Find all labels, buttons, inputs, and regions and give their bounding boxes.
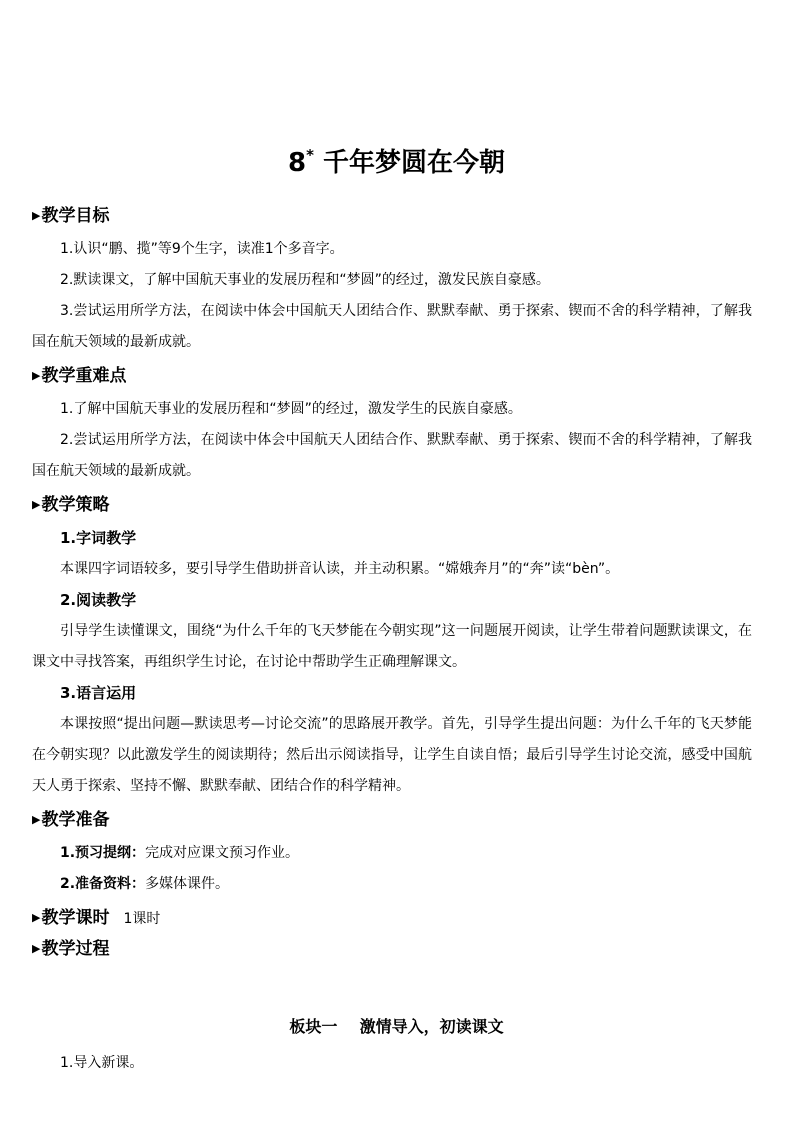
preparation-1-label: 1.预习提纲： (60, 845, 146, 861)
triangle-bullet-icon: ▶ (32, 942, 41, 955)
objective-1: 1.认识“鹏、揽”等9个生字，读准1个多音字。 (60, 241, 344, 257)
module-heading (0, 1013, 793, 1041)
preparation-2-value: 多媒体课件。 (145, 876, 230, 892)
process-step (32, 1048, 752, 1079)
strategy-text-2: 引导学生读懂课文，围绕“为什么千年的飞天梦能在今朝实现”这一问题展开阅读，让学生带着问题默读课文，在课文中寻找答案，再组织学生讨论，在讨论中帮助学生正确理解课文。 (32, 623, 752, 670)
section-heading-key-points: ▶教学重难点 (32, 366, 127, 386)
preparation-2-label: 2.准备资料： (60, 876, 146, 892)
key-point-1: 1.了解中国航天事业的发展历程和“梦圆”的经过，激发学生的民族自豪感。 (60, 401, 522, 417)
section-heading-periods: ▶教学课时 1课时 (32, 908, 161, 928)
triangle-bullet-icon: ▶ (32, 498, 41, 511)
preparation-1 (32, 838, 752, 869)
strategy-text-1: 本课四字词语较多，要引导学生借助拼音认读，并主动积累。“嫦娥奔月”的“奔”读“bèn”。 (60, 561, 620, 577)
triangle-bullet-icon: ▶ (32, 911, 41, 924)
section-heading-preparation: ▶教学准备 (32, 810, 110, 830)
strategy-sub-3: 3.语言运用 (60, 684, 137, 702)
document-body (32, 198, 752, 967)
preparation-2 (32, 869, 752, 900)
module-title: 激情导入，初读课文 (359, 1017, 504, 1036)
section-heading-strategy: ▶教学策略 (32, 495, 110, 515)
section-heading-objectives: ▶教学目标 (32, 206, 110, 226)
lesson-number: 8 (287, 148, 307, 178)
objective-3: 3.尝试运用所学方法，在阅读中体会中国航天人团结合作、默默奉献、勇于探索、锲而不舍的科学精神，了解我国在航天领域的最新成就。 (32, 303, 752, 350)
objective-2: 2.默读课文，了解中国航天事业的发展历程和“梦圆”的经过，激发民族自豪感。 (60, 272, 550, 288)
lesson-title (0, 146, 793, 180)
triangle-bullet-icon: ▶ (32, 209, 41, 222)
preparation-1-value: 完成对应课文预习作业。 (145, 845, 300, 861)
process-step-1: 1.导入新课。 (60, 1055, 144, 1071)
module-label: 板块一 (289, 1017, 338, 1036)
periods-value: 1课时 (123, 911, 161, 927)
section-heading-process: ▶教学过程 (32, 939, 110, 959)
strategy-sub-2: 2.阅读教学 (60, 591, 137, 609)
strategy-text-3: 本课按照“提出问题—默读思考—讨论交流”的思路展开教学。首先，引导学生提出问题：为什么千年的飞天梦能在今朝实现？以此激发学生的阅读期待；然后出示阅读指导，让学生自读自悟；最后引导学生讨论交流，感受中国航天人勇于探索、坚持不懈、默默奉献、团结合作的科学精神。 (32, 716, 752, 794)
self-study-mark: * (306, 146, 314, 164)
triangle-bullet-icon: ▶ (32, 813, 41, 826)
lesson-title-text: 千年梦圆在今朝 (323, 148, 506, 178)
triangle-bullet-icon: ▶ (32, 369, 41, 382)
key-point-2: 2.尝试运用所学方法，在阅读中体会中国航天人团结合作、默默奉献、勇于探索、锲而不舍的科学精神，了解我国在航天领域的最新成就。 (32, 432, 752, 479)
strategy-sub-1: 1.字词教学 (60, 529, 137, 547)
